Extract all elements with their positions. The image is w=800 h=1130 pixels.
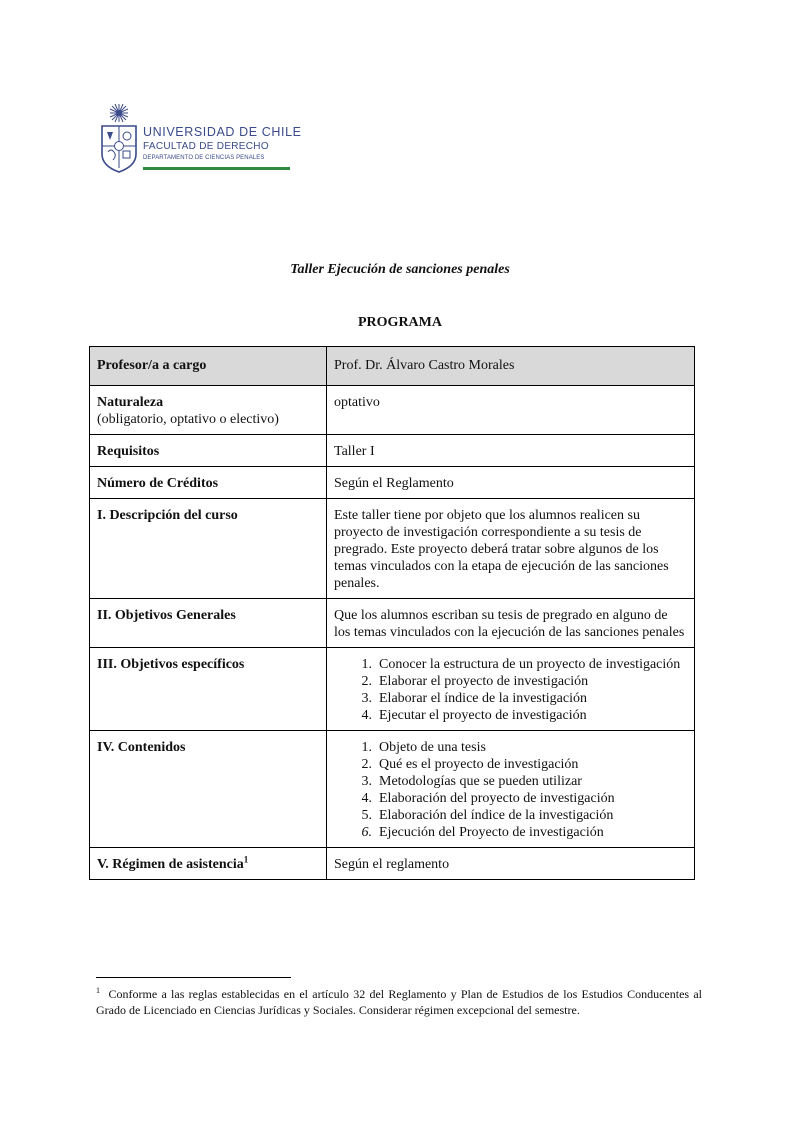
table-row	[90, 435, 695, 467]
table-row	[90, 731, 695, 848]
table-row	[90, 599, 695, 648]
creditos-label: Número de Créditos	[90, 467, 327, 499]
asistencia-label: V. Régimen de asistencia	[97, 857, 244, 872]
list-item: 5. Elaboración del índice de la investigación	[361, 808, 614, 823]
contenidos-list	[334, 739, 687, 841]
profesor-value: Prof. Dr. Álvaro Castro Morales	[327, 347, 695, 386]
list-item: 1. Conocer la estructura de un proyecto de investigación	[361, 657, 681, 672]
table-row	[90, 386, 695, 435]
program-table	[89, 346, 695, 880]
footnote	[96, 986, 702, 1018]
faculty-name: FACULTAD DE DERECHO	[143, 141, 269, 152]
footnote-divider	[96, 977, 291, 978]
asistencia-value: Según el reglamento	[327, 848, 695, 880]
logo-divider	[143, 167, 290, 170]
requisitos-label: Requisitos	[90, 435, 327, 467]
university-logo	[98, 102, 302, 174]
naturaleza-cell	[90, 386, 327, 435]
list-item: 3. Elaborar el índice de la investigación	[361, 691, 587, 706]
table-row	[90, 848, 695, 880]
list-item: 6. Ejecución del Proyecto de investigación	[361, 825, 604, 840]
table-row	[90, 467, 695, 499]
department-name: DEPARTAMENTO DE CIENCIAS PENALES	[143, 155, 265, 161]
especificos-label: III. Objetivos específicos	[90, 648, 327, 731]
generales-value: Que los alumnos escriban su tesis de pregrado en alguno de los temas vinculados con la ejecución de las sanciones penales	[327, 599, 695, 648]
table-row	[90, 347, 695, 386]
requisitos-value: Taller I	[327, 435, 695, 467]
generales-label: II. Objetivos Generales	[90, 599, 327, 648]
list-item: 4. Ejecutar el proyecto de investigación	[361, 708, 587, 723]
profesor-label: Profesor/a a cargo	[90, 347, 327, 386]
university-name: UNIVERSIDAD DE CHILE	[143, 125, 302, 139]
creditos-value: Según el Reglamento	[327, 467, 695, 499]
document-title: Taller Ejecución de sanciones penales	[290, 262, 510, 277]
list-item: 4. Elaboración del proyecto de investigación	[361, 791, 615, 806]
naturaleza-value: optativo	[327, 386, 695, 435]
footnote-mark: 1	[243, 854, 249, 865]
contenidos-label: IV. Contenidos	[90, 731, 327, 848]
list-item: 2. Qué es el proyecto de investigación	[361, 757, 579, 772]
asistencia-cell	[90, 848, 327, 880]
footnote-text: Conforme a las reglas establecidas en el artículo 32 del Reglamento y Plan de Estudios de los Estudios Conducentes al Grado de Licenciado en Ciencias Jurídicas y Sociales. Considerar régimen excepcional del semestre.	[96, 987, 703, 1017]
list-item: 1. Objeto de una tesis	[361, 740, 486, 755]
table-row	[90, 499, 695, 599]
list-item: 2. Elaborar el proyecto de investigación	[361, 674, 589, 689]
list-item: 3. Metodologías que se pueden utilizar	[361, 774, 582, 789]
descripcion-value: Este taller tiene por objeto que los alumnos realicen su proyecto de investigación correspondiente a su tesis de pregrado. Este proyecto deberá tratar sobre algunos de los temas vinculados con la etapa de ejecución de las sanciones penales.	[327, 499, 695, 599]
document-subtitle: PROGRAMA	[358, 315, 442, 330]
especificos-list	[334, 656, 687, 724]
footnote-number: 1	[96, 986, 100, 995]
naturaleza-sublabel: (obligatorio, optativo o electivo)	[97, 412, 279, 427]
descripcion-label: I. Descripción del curso	[90, 499, 327, 599]
especificos-cell	[327, 648, 695, 731]
naturaleza-label: Naturaleza	[97, 395, 164, 410]
university-crest-icon	[98, 102, 140, 174]
table-row	[90, 648, 695, 731]
contenidos-cell	[327, 731, 695, 848]
